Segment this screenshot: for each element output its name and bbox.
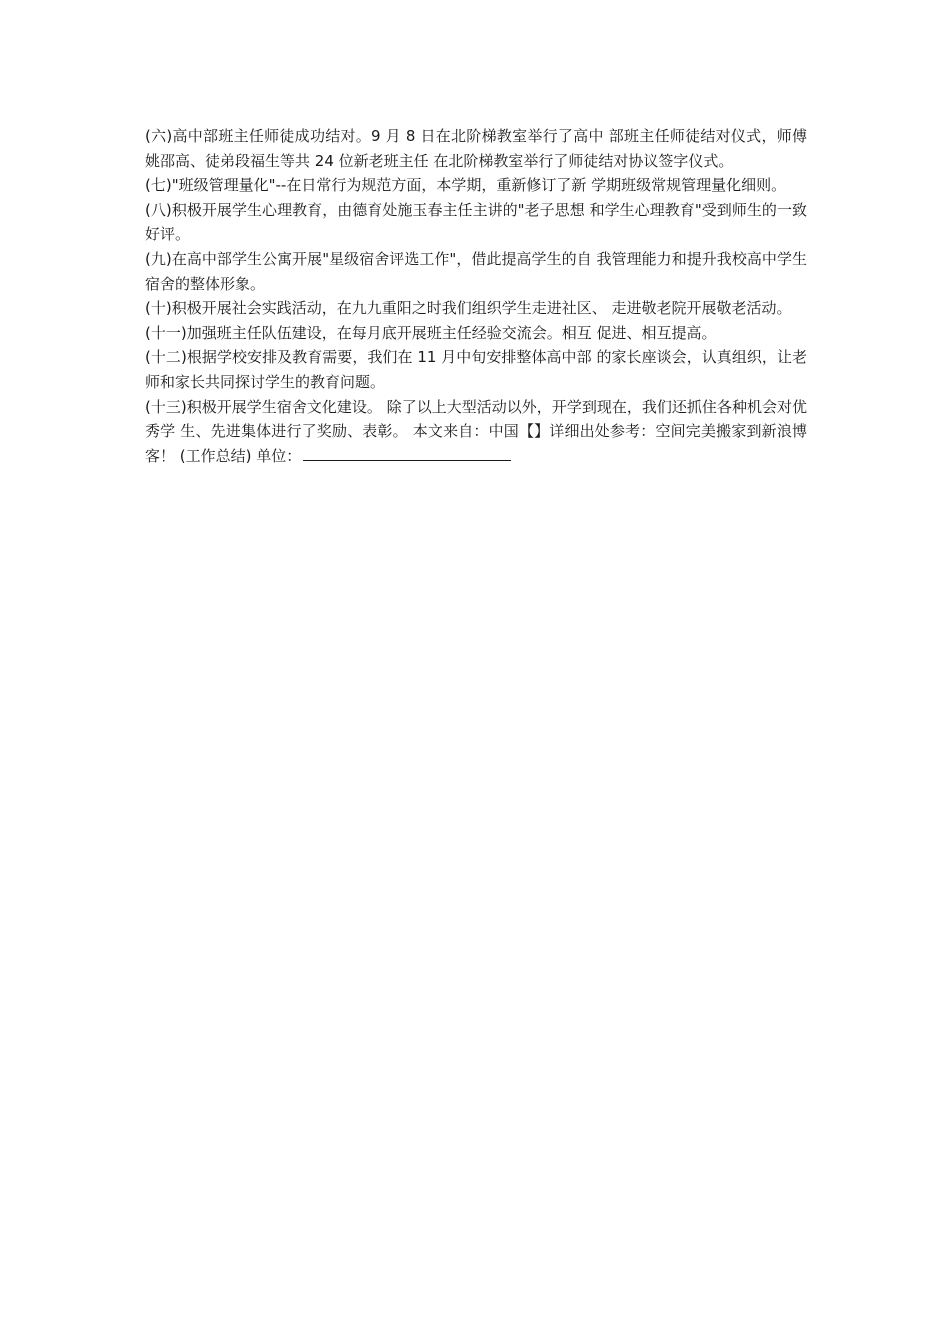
paragraph-8: (八)积极开展学生心理教育，由德育处施玉春主任主讲的"老子思想 和学生心理教育"受到师生的一致好评。 bbox=[145, 200, 807, 244]
paragraph-13-text: (十三)积极开展学生宿舍文化建设。 除了以上大型活动以外，开学到现在，我们还抓住各种机会对优秀学 生、先进集体进行了奖励、表彰。 本文来自：中国【】详细出处参考：空间完美搬家到新浪博客！ (工作总结) 单位： bbox=[145, 397, 807, 465]
paragraph-13 bbox=[145, 395, 807, 469]
unit-fill-in-blank bbox=[303, 446, 511, 461]
paragraph-11: (十一)加强班主任队伍建设，在每月底开展班主任经验交流会。相互 促进、相互提高。 bbox=[145, 323, 717, 342]
paragraph-10: (十)积极开展社会实践活动，在九九重阳之时我们组织学生走进社区、 走进敬老院开展敬老活动。 bbox=[145, 299, 792, 318]
paragraph-12: (十二)根据学校安排及教育需要，我们在 11 月中旬安排整体高中部 的家长座谈会，认真组织，让老师和家长共同探讨学生的教育问题。 bbox=[145, 348, 807, 391]
paragraph-6: (六)高中部班主任师徒成功结对。9 月 8 日在北阶梯教室举行了高中 部班主任师徒结对仪式，师傅姚邵高、徒弟段福生等共 24 位新老班主任 在北阶梯教室举行了师徒结对协议签字仪式。 bbox=[145, 127, 807, 170]
document-body bbox=[145, 124, 807, 468]
paragraph-7: (七)"班级管理量化"--在日常行为规范方面，本学期，重新修订了新 学期班级常规管理量化细则。 bbox=[145, 176, 787, 195]
paragraph-9: (九)在高中部学生公寓开展"星级宿舍评选工作"，借此提高学生的自 我管理能力和提升我校高中学生宿舍的整体形象。 bbox=[145, 249, 807, 293]
